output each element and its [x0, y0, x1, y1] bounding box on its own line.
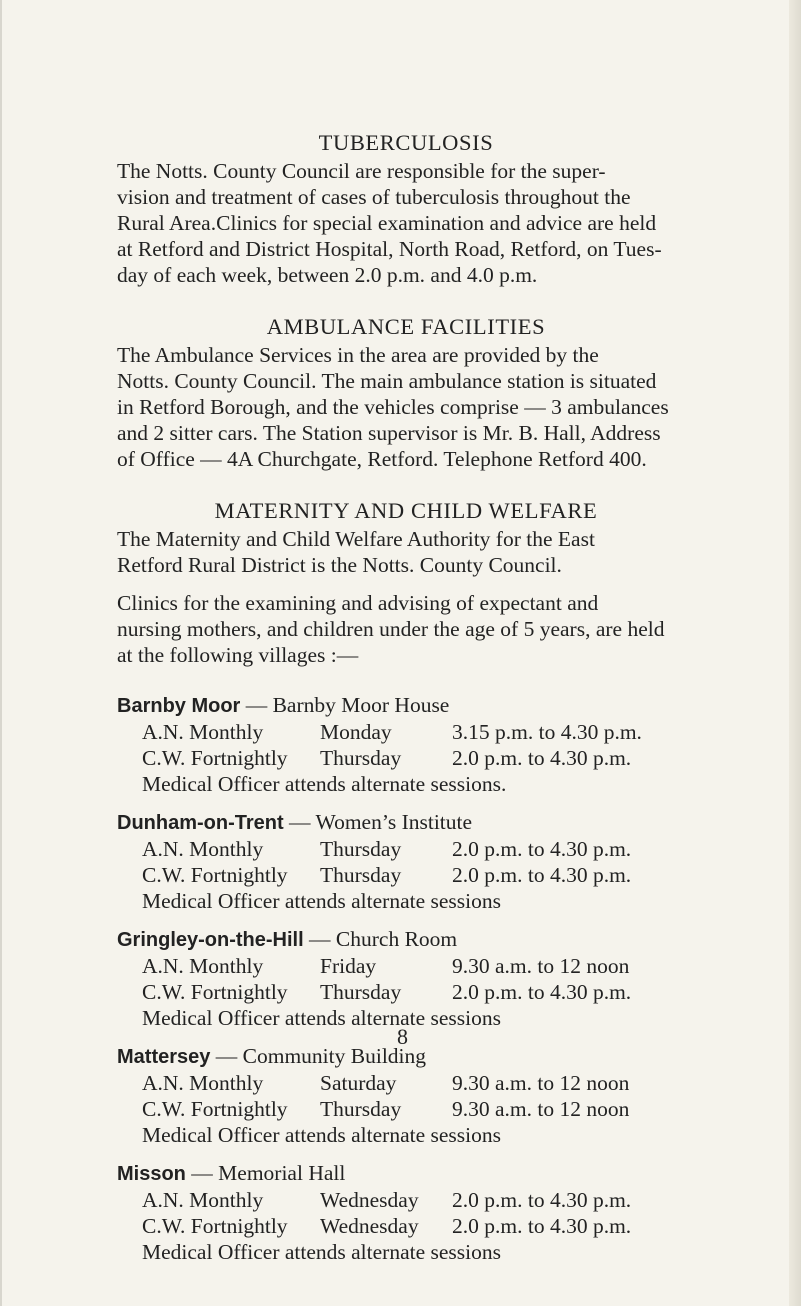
clinic-dunham-on-trent: [117, 809, 695, 914]
tuberculosis-heading: TUBERCULOSIS: [318, 130, 494, 155]
clinic-note: Medical Officer attends alternate sessions.: [142, 772, 507, 796]
session-time: 9.30 a.m. to 12 noon: [452, 1097, 630, 1121]
clinic-gringley-on-the-hill: [117, 926, 695, 1031]
session-type: C.W. Fortnightly: [142, 746, 288, 770]
session-row: [142, 745, 695, 771]
session-type: A.N. Monthly: [142, 1188, 264, 1212]
session-type: A.N. Monthly: [142, 720, 264, 744]
session-time: 9.30 a.m. to 12 noon: [452, 1071, 630, 1095]
text-line: The Maternity and Child Welfare Authority for the East: [117, 527, 595, 551]
text-line: Notts. County Council. The main ambulance station is situated: [117, 369, 657, 393]
session-day: Thursday: [320, 746, 402, 770]
session-time: 2.0 p.m. to 4.30 p.m.: [452, 1188, 632, 1212]
text-line: at the following villages :—: [117, 643, 359, 667]
clinic-venue: — Barnby Moor House: [240, 693, 450, 717]
clinic-note: Medical Officer attends alternate sessions: [142, 1240, 502, 1264]
session-type: C.W. Fortnightly: [142, 1214, 288, 1238]
session-time: 3.15 p.m. to 4.30 p.m.: [452, 720, 642, 744]
session-day: Wednesday: [320, 1188, 419, 1212]
clinic-misson: [117, 1160, 695, 1265]
session-type: C.W. Fortnightly: [142, 863, 288, 887]
clinic-place: Dunham-on-Trent: [117, 812, 284, 834]
text-line: Retford Rural District is the Notts. County Council.: [117, 553, 562, 577]
maternity-paragraph-1: [117, 526, 695, 578]
session-row: [142, 979, 695, 1005]
session-day: Thursday: [320, 980, 402, 1004]
ambulance-paragraph: [117, 342, 695, 472]
clinic-place: Misson: [117, 1163, 186, 1185]
clinic-venue: — Church Room: [303, 927, 458, 951]
text-line: Clinics for the examining and advising of expectant and: [117, 591, 599, 615]
text-line: Rural Area.Clinics for special examination and advice are held: [117, 211, 657, 235]
session-row: [142, 862, 695, 888]
clinic-place: Mattersey: [117, 1046, 211, 1068]
text-line: vision and treatment of cases of tuberculosis throughout the: [117, 185, 631, 209]
clinic-venue: — Women’s Institute: [283, 810, 473, 834]
session-time: 2.0 p.m. to 4.30 p.m.: [452, 1214, 632, 1238]
session-day: Saturday: [320, 1071, 397, 1095]
clinic-place: Gringley-on-the-Hill: [117, 929, 304, 951]
clinic-venue: — Memorial Hall: [185, 1161, 346, 1185]
clinic-header: [117, 1160, 695, 1187]
session-time: 2.0 p.m. to 4.30 p.m.: [452, 980, 632, 1004]
tuberculosis-paragraph: [117, 158, 695, 288]
clinic-place: Barnby Moor: [117, 695, 241, 717]
session-row: [142, 1070, 695, 1096]
session-time: 9.30 a.m. to 12 noon: [452, 954, 630, 978]
session-day: Thursday: [320, 837, 402, 861]
session-row: [142, 1213, 695, 1239]
page-number: 8: [397, 1024, 408, 1049]
session-type: C.W. Fortnightly: [142, 980, 288, 1004]
session-type: C.W. Fortnightly: [142, 1097, 288, 1121]
ambulance-heading: AMBULANCE FACILITIES: [266, 314, 546, 339]
text-line: of Office — 4A Churchgate, Retford. Telephone Retford 400.: [117, 447, 647, 471]
clinic-venue: — Community Building: [210, 1044, 427, 1068]
page-edge: [789, 0, 801, 1306]
text-line: nursing mothers, and children under the age of 5 years, are held: [117, 617, 665, 641]
session-time: 2.0 p.m. to 4.30 p.m.: [452, 863, 632, 887]
maternity-paragraph-2: [117, 590, 695, 668]
clinic-header: [117, 809, 695, 836]
page-content: [117, 128, 695, 1277]
clinic-barnby-moor: [117, 692, 695, 797]
clinic-note: Medical Officer attends alternate sessions: [142, 1006, 502, 1030]
session-time: 2.0 p.m. to 4.30 p.m.: [452, 746, 632, 770]
clinic-mattersey: [117, 1043, 695, 1148]
session-row: [142, 953, 695, 979]
session-day: Friday: [320, 954, 377, 978]
text-line: The Notts. County Council are responsible for the super-: [117, 159, 606, 183]
session-type: A.N. Monthly: [142, 837, 264, 861]
text-line: at Retford and District Hospital, North Road, Retford, on Tues-: [117, 237, 662, 261]
text-line: The Ambulance Services in the area are provided by the: [117, 343, 599, 367]
text-line: and 2 sitter cars. The Station supervisor is Mr. B. Hall, Address: [117, 421, 661, 445]
session-type: A.N. Monthly: [142, 1071, 264, 1095]
session-row: [142, 836, 695, 862]
session-row: [142, 1187, 695, 1213]
text-line: day of each week, between 2.0 p.m. and 4.0 p.m.: [117, 263, 538, 287]
session-row: [142, 719, 695, 745]
session-type: A.N. Monthly: [142, 954, 264, 978]
session-time: 2.0 p.m. to 4.30 p.m.: [452, 837, 632, 861]
clinic-header: [117, 926, 695, 953]
session-day: Wednesday: [320, 1214, 419, 1238]
text-line: in Retford Borough, and the vehicles comprise — 3 ambulances: [117, 395, 669, 419]
session-day: Thursday: [320, 1097, 402, 1121]
clinic-note: Medical Officer attends alternate sessions: [142, 1123, 502, 1147]
session-day: Thursday: [320, 863, 402, 887]
clinic-header: [117, 692, 695, 719]
session-row: [142, 1096, 695, 1122]
clinic-note: Medical Officer attends alternate sessions: [142, 889, 502, 913]
session-day: Monday: [320, 720, 392, 744]
maternity-heading: MATERNITY AND CHILD WELFARE: [214, 498, 598, 523]
